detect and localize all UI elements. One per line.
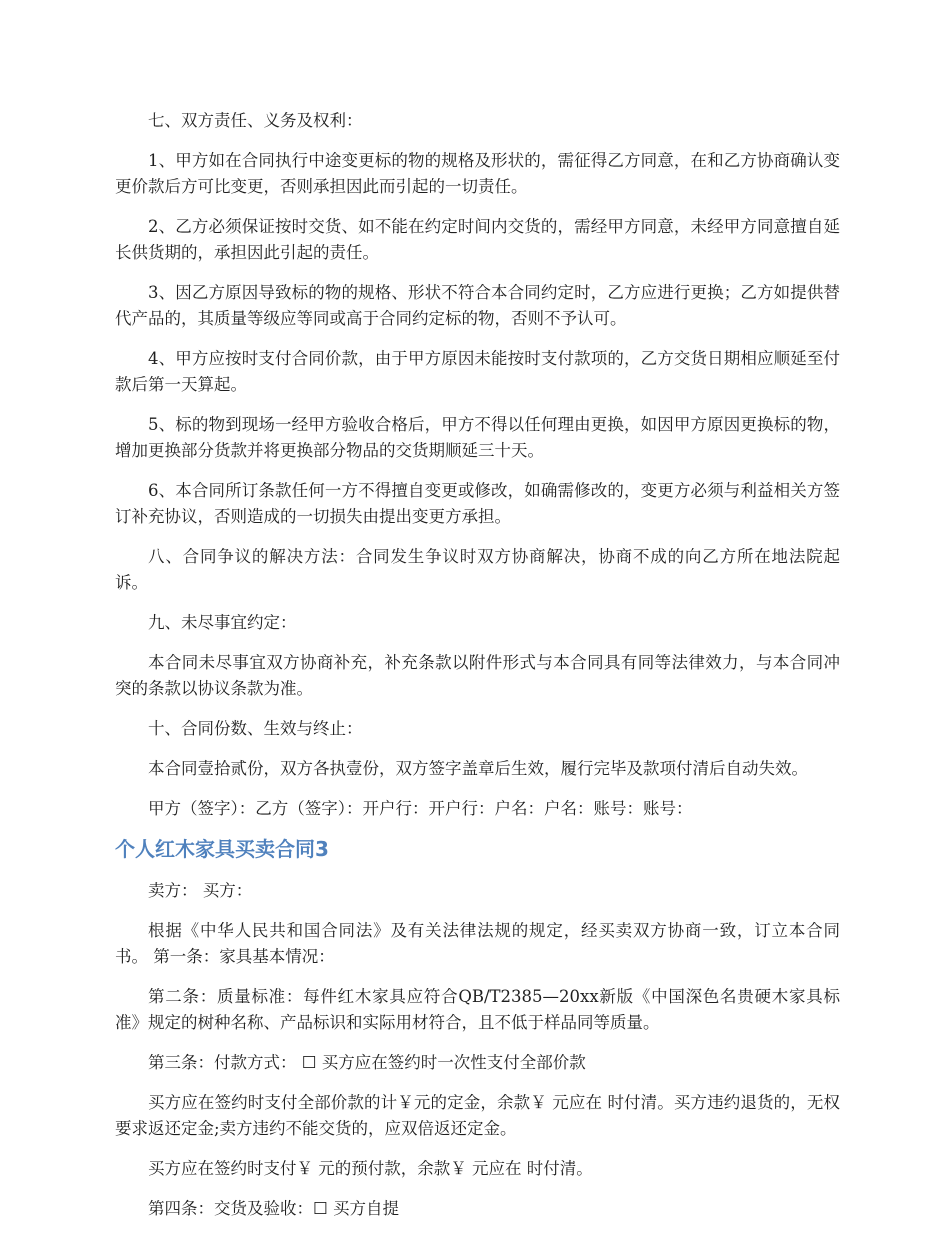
section-title: 个人红木家具买卖合同3 — [115, 837, 329, 861]
paragraph: 4、甲方应按时支付合同价款，由于甲方原因未能按时支付款项的，乙方交货日期相应顺延至付款后第一天算起。 — [115, 349, 840, 394]
paragraph: 第二条：质量标准：每件红木家具应符合QB/T2385—20xx新版《中国深色名贵硬木家具标准》规定的树种名称、产品标识和实际用材符合，且不低于样品同等质量。 — [115, 987, 840, 1032]
paragraph: 买方应在签约时支付全部价款的计￥元的定金，余款￥ 元应在 时付清。买方违约退货的，无权要求返还定金;卖方违约不能交货的，应双倍返还定金。 — [115, 1093, 840, 1138]
paragraph: 5、标的物到现场一经甲方验收合格后，甲方不得以任何理由更换，如因甲方原因更换标的物，增加更换部分货款并将更换部分物品的交货期顺延三十天。 — [115, 415, 840, 460]
paragraph: 3、因乙方原因导致标的物的规格、形状不符合本合同约定时，乙方应进行更换；乙方如提供替代产品的，其质量等级应等同或高于合同约定标的物，否则不予认可。 — [115, 283, 840, 328]
paragraph: 十、合同份数、生效与终止： — [148, 719, 363, 738]
paragraph: 本合同壹拾贰份，双方各执壹份，双方签字盖章后生效，履行完毕及款项付清后自动失效。 — [148, 759, 808, 778]
paragraph: 1、甲方如在合同执行中途变更标的物的规格及形状的，需征得乙方同意，在和乙方协商确认变更价款后方可比变更，否则承担因此而引起的一切责任。 — [115, 151, 840, 196]
paragraph: 第三条：付款方式： ☐ 买方应在签约时一次性支付全部价款 — [148, 1053, 586, 1072]
paragraph: 七、双方责任、义务及权利： — [148, 111, 363, 130]
paragraph: 八、合同争议的解决方法：合同发生争议时双方协商解决，协商不成的向乙方所在地法院起诉。 — [115, 547, 840, 592]
paragraph: 买方应在签约时支付￥ 元的预付款，余款￥ 元应在 时付清。 — [148, 1159, 593, 1178]
paragraph: 第四条：交货及验收：☐ 买方自提 — [148, 1199, 400, 1218]
paragraph: 根据《中华人民共和国合同法》及有关法律法规的规定，经买卖双方协商一致，订立本合同书。 第一条：家具基本情况： — [115, 921, 840, 966]
paragraph: 卖方： 买方： — [148, 881, 253, 900]
paragraph: 6、本合同所订条款任何一方不得擅自变更或修改，如确需修改的，变更方必须与利益相关方签订补充协议，否则造成的一切损失由提出变更方承担。 — [115, 481, 840, 526]
paragraph: 本合同未尽事宜双方协商补充，补充条款以附件形式与本合同具有同等法律效力，与本合同冲突的条款以协议条款为准。 — [115, 653, 840, 698]
document-body — [115, 108, 840, 1236]
signature-line: 甲方（签字）：乙方（签字）：开户行：开户行：户名：户名：账号：账号： — [148, 799, 693, 818]
paragraph: 2、乙方必须保证按时交货、如不能在约定时间内交货的，需经甲方同意，未经甲方同意擅自延长供货期的，承担因此引起的责任。 — [115, 217, 840, 262]
paragraph: 九、未尽事宜约定： — [148, 613, 297, 632]
